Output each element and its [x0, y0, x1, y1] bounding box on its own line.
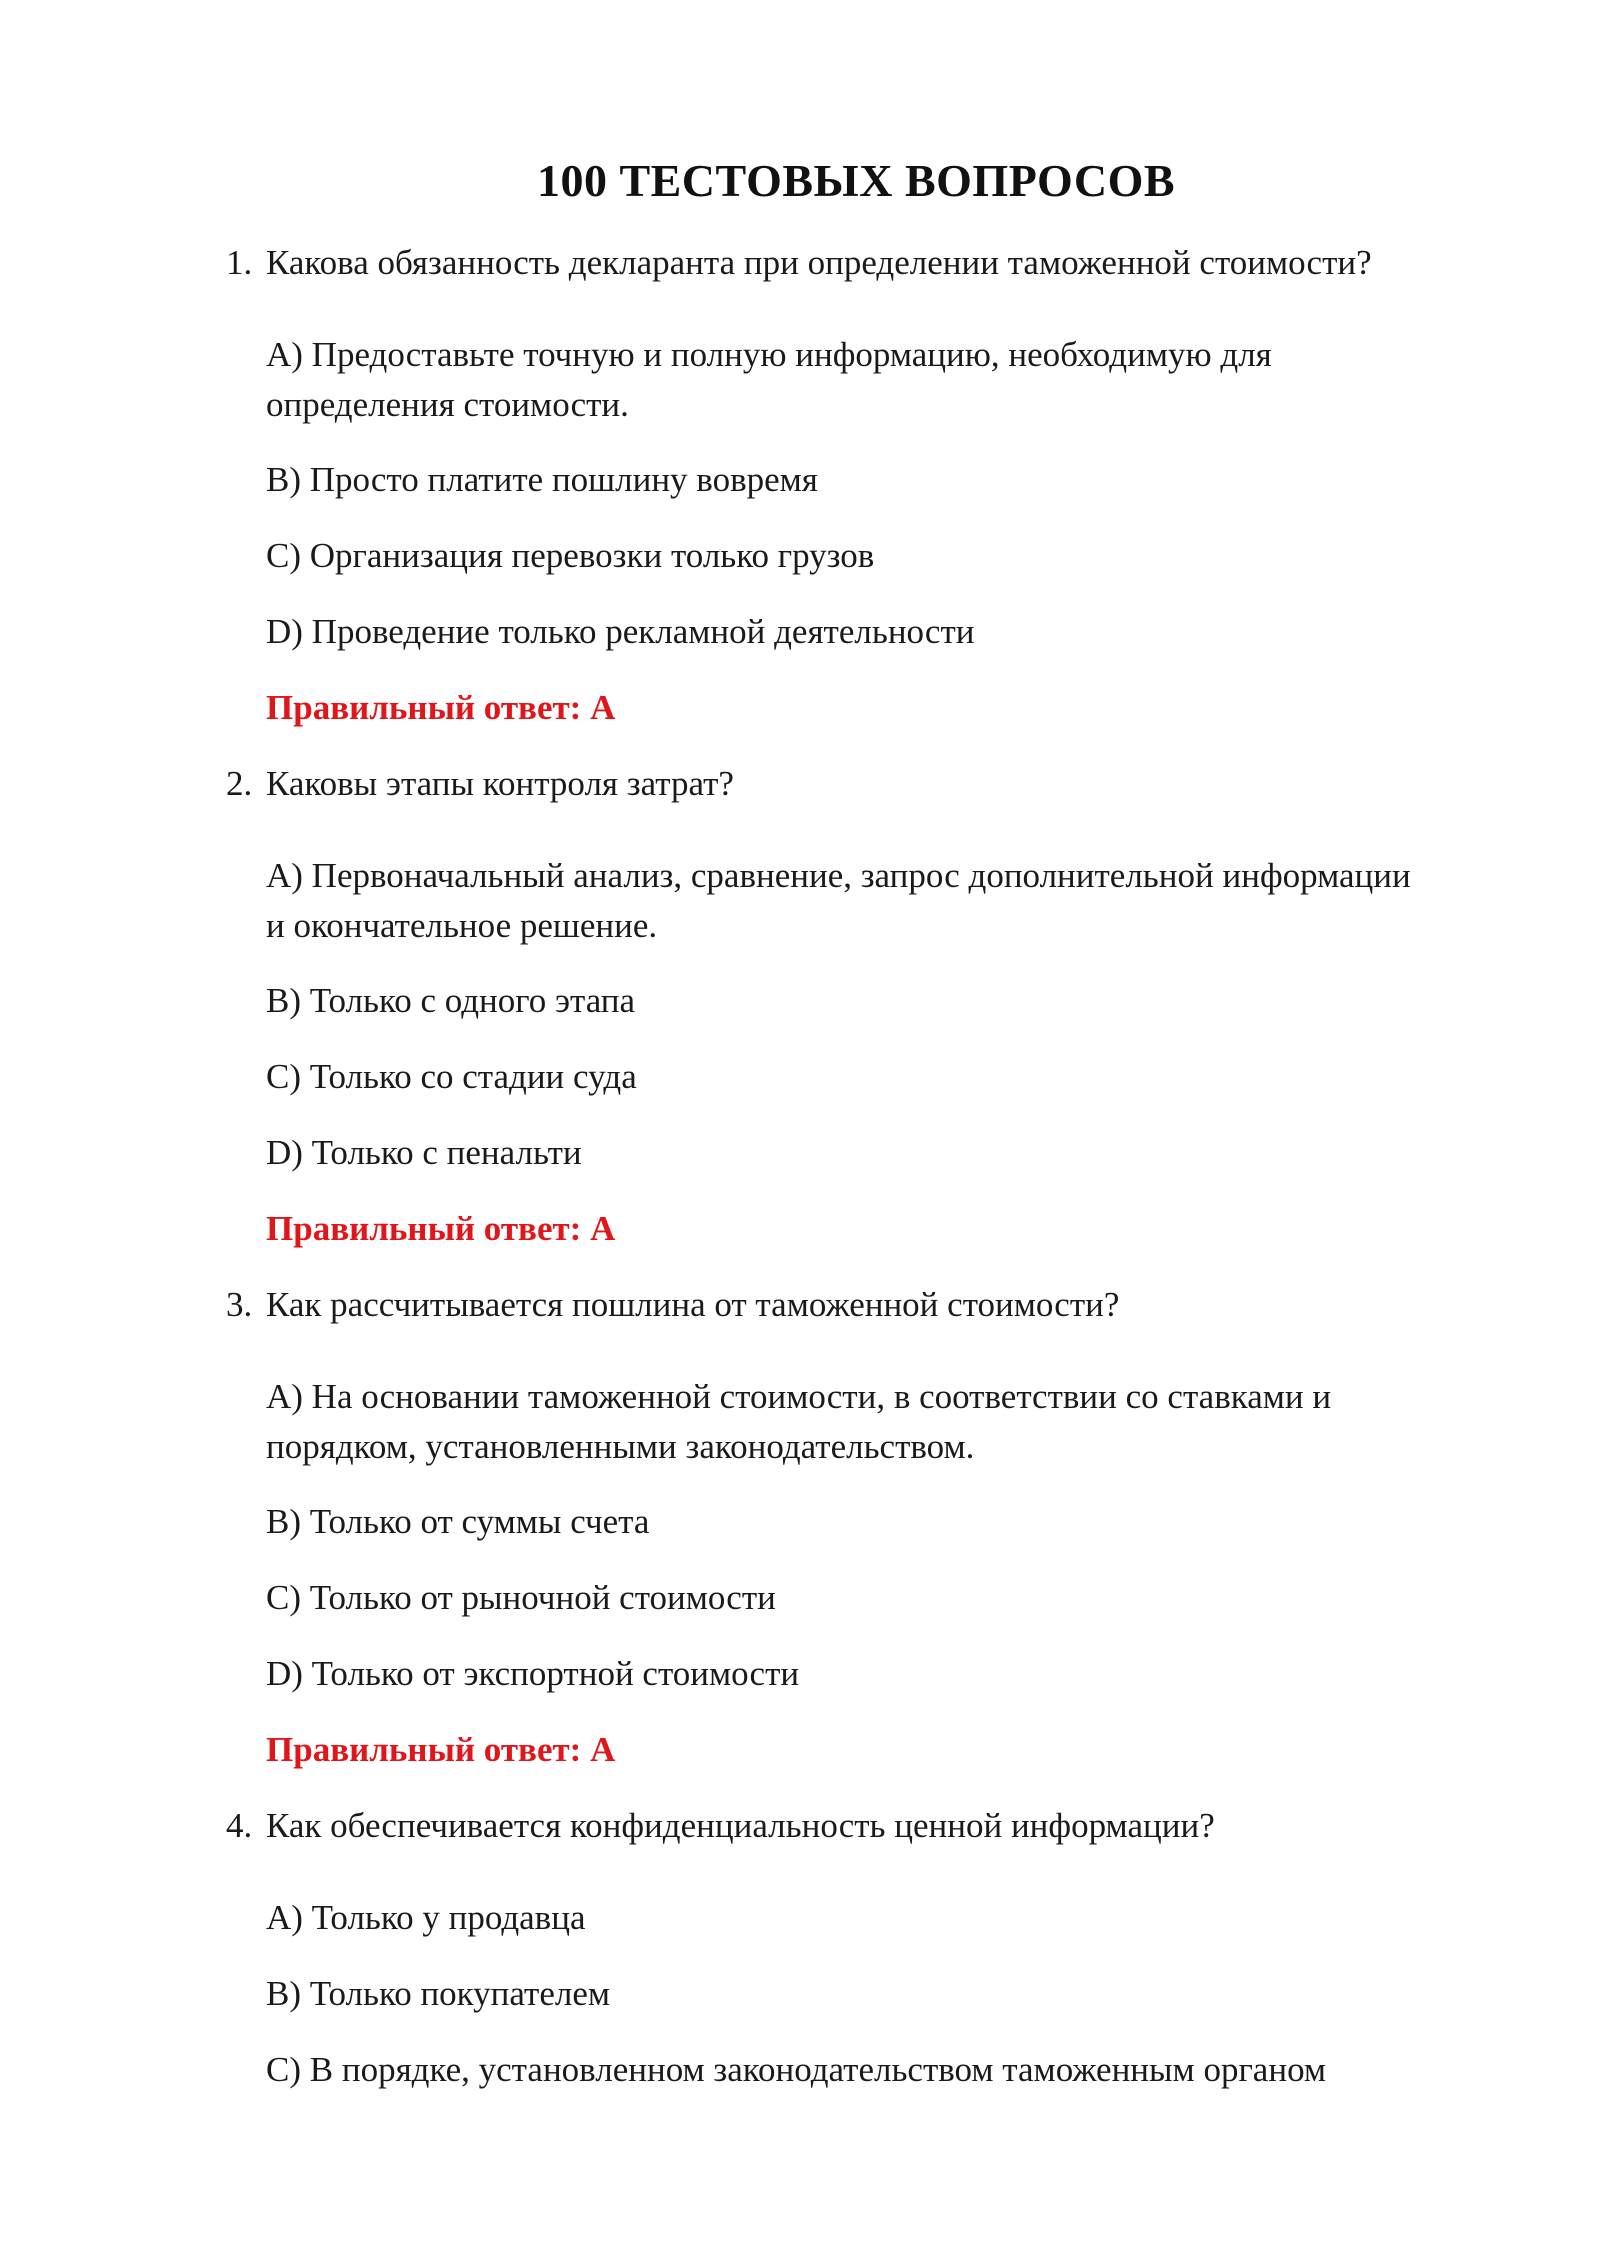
option-b: B) Только от суммы счета [266, 1502, 650, 1541]
question-text: Какова обязанность декларанта при определении таможенной стоимости? [266, 243, 1372, 282]
option-a: A) Только у продавца [266, 1898, 586, 1937]
option-c: C) Организация перевозки только грузов [266, 536, 875, 575]
option-b: B) Только покупателем [266, 1974, 611, 2013]
option-c: C) Только от рыночной стоимости [266, 1578, 776, 1617]
option-d: D) Проведение только рекламной деятельности [266, 612, 975, 651]
option-a: A) Предоставьте точную и полную информацию, необходимую для определения стоимости. [266, 335, 1272, 424]
option-b: B) Только с одного этапа [266, 981, 636, 1020]
page-title: 100 ТЕСТОВЫХ ВОПРОСОВ [536, 155, 1176, 206]
question-text: Как рассчитывается пошлина от таможенной стоимости? [266, 1285, 1120, 1324]
question-text: Каковы этапы контроля затрат? [266, 764, 734, 803]
question-number: 3. [226, 1285, 253, 1324]
correct-answer: Правильный ответ: A [266, 688, 616, 727]
option-b: B) Просто платите пошлину вовремя [266, 460, 818, 499]
question-text: Как обеспечивается конфиденциальность ценной информации? [266, 1806, 1215, 1845]
question-2 [226, 759, 1526, 809]
option-c: C) Только со стадии суда [266, 1057, 637, 1096]
question-4 [226, 1801, 1526, 1851]
question-3 [226, 1280, 1526, 1330]
option-a: A) На основании таможенной стоимости, в соответствии со ставками и порядком, установленными законодательством. [266, 1377, 1332, 1466]
option-d: D) Только с пенальти [266, 1133, 582, 1172]
question-1 [226, 238, 1526, 288]
correct-answer: Правильный ответ: A [266, 1730, 616, 1769]
option-c: C) В порядке, установленном законодательством таможенным органом [266, 2050, 1327, 2089]
question-number: 2. [226, 764, 253, 803]
correct-answer: Правильный ответ: A [266, 1209, 616, 1248]
option-a: A) Первоначальный анализ, сравнение, запрос дополнительной информации и окончательное решение. [266, 856, 1411, 945]
option-d: D) Только от экспортной стоимости [266, 1654, 800, 1693]
question-number: 1. [226, 243, 253, 282]
question-number: 4. [226, 1806, 253, 1845]
